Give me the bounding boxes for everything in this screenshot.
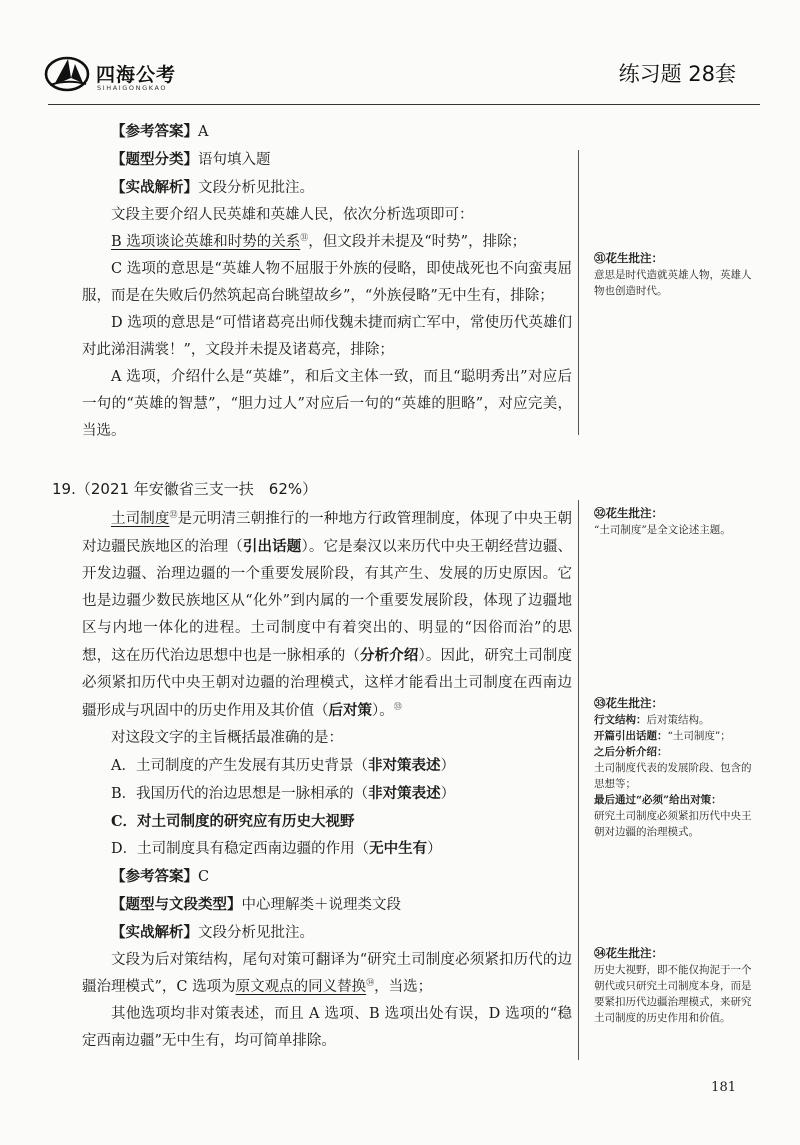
- note-text: 研究土司制度必须紧扣历代中央王朝对边疆的治理模式。: [594, 810, 752, 838]
- answer-label: 【参考答案】: [111, 123, 198, 140]
- type-label: 【题型分类】: [111, 151, 198, 168]
- note-body: 历史大视野，即不能仅拘泥于一个朝代或只研究土司制度本身，而是要紧扣历代边疆治理模式，来研究土司制度的历史作用和价值。: [594, 964, 752, 1024]
- margin-note-32: [594, 505, 756, 538]
- margin-divider: [578, 150, 579, 435]
- analysis-label: 【实战解析】: [111, 179, 198, 196]
- type-value: 中心理解类＋说理类文段: [241, 897, 401, 913]
- explanation-text: ，当选；: [374, 979, 433, 995]
- option-tag: 非对策表述: [367, 757, 441, 774]
- margin-note-34: [594, 945, 756, 1026]
- passage-text: 是元明清三朝推行的一种地方行政管理制度，体现了中央王朝对边疆民族地区的治理（: [82, 511, 573, 555]
- note-title: ㉛花生批注：: [594, 251, 663, 265]
- question-stem: 对这段文字的主旨概括最准确的是：: [111, 730, 343, 746]
- q19-body: [82, 506, 572, 1055]
- note-title: ㉞花生批注：: [594, 946, 663, 960]
- explanation-paragraph: 文段主要介绍人民英雄和英雄人民，依次分析选项即可：: [111, 207, 474, 223]
- margin-divider: [578, 500, 579, 1060]
- header-divider: [48, 104, 760, 105]
- note-marker: ㉝: [393, 702, 402, 712]
- note-subheading: 行文结构：: [594, 714, 647, 726]
- note-marker: ㉞: [366, 978, 375, 988]
- note-title: ㉝花生批注：: [594, 696, 663, 710]
- explanation-paragraph: C 选项的意思是“英雄人物不屈服于外族的侵略，即使战死也不向蛮夷屈服，而是在失败后仍然筑起高台眺望故乡”，“外族侵略”无中生有，排除；: [82, 261, 572, 304]
- passage-text: ）。它是秦汉以来历代中央王朝经营边疆、开发边疆、治理边疆的一个重要发展阶段，有其产生、发展的历史原因。它也是边疆少数民族地区从“化外”到内属的一个重要发展阶段，体现了边疆地区与内地一体化的进程。土司制度中有着突出的、明显的“因俗而治”的思想，这在历代治边思想中也是一脉相承的（: [82, 539, 573, 664]
- structure-tag: 引出话题: [242, 538, 302, 555]
- option-tag: 无中生有: [369, 840, 428, 857]
- explanation-paragraph: 其他选项均非对策表述，而且 A 选项、B 选项出处有误，D 选项的“稳定西南边疆”无中生有，均可简单排除。: [82, 1006, 572, 1049]
- structure-tag: 后对策: [328, 702, 372, 719]
- note-marker: ㉛: [300, 233, 309, 243]
- option-close: ）: [440, 758, 455, 774]
- analysis-value: 文段分析见批注。: [198, 925, 314, 941]
- sihai-logo-icon: [44, 54, 90, 92]
- option-close: ）: [427, 841, 442, 857]
- note-body: 意思是时代造就英雄人物，英雄人物也创造时代。: [594, 269, 752, 297]
- note-text: 土司制度代表的发展阶段、包含的思想等；: [594, 762, 752, 790]
- note-body: “土司制度”是全文论述主题。: [594, 524, 731, 536]
- note-subheading: 开篇引出话题：: [594, 730, 668, 742]
- explanation-text: ，但文段并未提及“时势”，排除；: [308, 234, 527, 250]
- answer-value: C: [198, 869, 210, 885]
- logo-name: 四海公考: [96, 64, 177, 86]
- option-c: C．对土司制度的研究应有历史大视野: [111, 813, 355, 830]
- explanation-text: 文段为后对策结构，尾句对策可翻译为“研究土司制度必须紧扣历代的边疆治理模式”，C 选项为: [82, 952, 572, 995]
- passage-text: ）。因此，研究土司制度必须紧扣历代中央王朝对边疆的治理模式，这样才能看出土司制度在西南边疆形成与巩固中的历史作用及其价值（: [82, 648, 573, 719]
- note-text: “土司制度”；: [667, 730, 731, 742]
- note-text: 后对策结构。: [646, 714, 710, 726]
- question-heading: 19.（2021 年安徽省三支一扶 62%）: [52, 480, 318, 498]
- option-text: A．土司制度的产生发展有其历史背景（: [111, 758, 368, 774]
- underlined-phrase: 原文观点的同义替换: [235, 979, 367, 995]
- answer-value: A: [198, 124, 209, 140]
- underlined-phrase: B 选项谈论英雄和时势的关系: [111, 234, 301, 250]
- note-subheading: 之后分析介绍：: [594, 746, 668, 758]
- underlined-phrase: 土司制度: [111, 511, 170, 527]
- option-text: D．土司制度具有稳定西南边疆的作用（: [111, 841, 370, 857]
- analysis-value: 文段分析见批注。: [198, 180, 314, 196]
- margin-note-31: [594, 250, 756, 299]
- passage-text: ）。: [372, 703, 394, 719]
- note-marker: ㉜: [169, 510, 178, 520]
- explanation-paragraph: D 选项的意思是“可惜诸葛亮出师伐魏未捷而病亡军中，常使历代英雄们对此涕泪满裳！”，文段并未提及诸葛亮，排除；: [82, 315, 572, 358]
- answer-label: 【参考答案】: [111, 868, 198, 885]
- type-label: 【题型与文段类型】: [111, 896, 242, 913]
- option-tag: 非对策表述: [368, 785, 441, 802]
- q18-explanation: [82, 118, 572, 445]
- option-text: B．我国历代的治边思想是一脉相承的（: [111, 786, 369, 802]
- passage: [82, 506, 572, 725]
- page-number: 181: [711, 1080, 736, 1095]
- type-value: 语句填入题: [198, 152, 271, 168]
- logo-subtitle: SIHAIGONGKAO: [97, 84, 168, 92]
- explanation-paragraph: A 选项，介绍什么是“英雄”，和后文主体一致，而且“聪明秀出”对应后一句的“英雄的智慧”，“胆力过人”对应后一句的“英雄的胆略”，对应完美，当选。: [82, 369, 572, 439]
- analysis-label: 【实战解析】: [111, 924, 198, 941]
- option-d: [82, 835, 572, 863]
- note-subheading: 最后通过“必须”给出对策：: [594, 794, 722, 806]
- note-title: ㉜花生批注：: [594, 506, 663, 520]
- page-header-title: 练习题 28套: [618, 62, 736, 86]
- margin-note-33: [594, 695, 756, 840]
- option-a: [82, 752, 572, 780]
- option-close: ）: [440, 786, 456, 802]
- structure-tag: 分析介绍: [359, 647, 419, 664]
- option-b: [82, 780, 572, 808]
